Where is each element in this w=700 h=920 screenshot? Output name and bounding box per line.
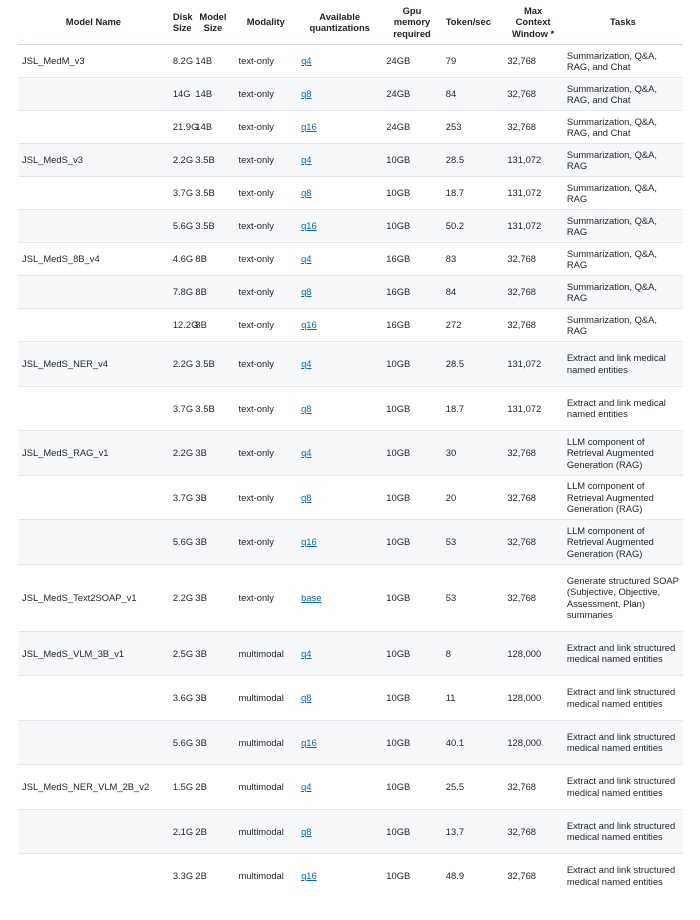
cell-tasks: LLM component of Retrieval Augmented Generation (RAG) — [563, 520, 683, 565]
cell-model-name — [18, 475, 169, 520]
cell-quantization — [297, 431, 382, 476]
cell-model-size: 14B — [191, 111, 234, 144]
cell-tokens-sec: 253 — [442, 111, 504, 144]
cell-disk-size: 1.5G — [169, 765, 192, 810]
cell-modality: text-only — [235, 520, 298, 565]
cell-model-name — [18, 111, 169, 144]
cell-gpu-memory: 10GB — [382, 342, 442, 387]
cell-model-size: 8B — [191, 276, 234, 309]
table-row — [18, 78, 683, 111]
header-context-window: Max Context Window * — [503, 0, 563, 45]
cell-model-name: JSL_MedS_8B_v4 — [18, 243, 169, 276]
table-row — [18, 243, 683, 276]
cell-gpu-memory: 10GB — [382, 210, 442, 243]
cell-disk-size: 2.2G — [169, 144, 192, 177]
header-tasks: Tasks — [563, 0, 683, 45]
cell-disk-size: 3.3G — [169, 854, 192, 898]
cell-gpu-memory: 24GB — [382, 78, 442, 111]
cell-modality: text-only — [235, 431, 298, 476]
cell-tokens-sec: 28.5 — [442, 144, 504, 177]
cell-modality: text-only — [235, 309, 298, 342]
quantization-link[interactable]: q16 — [301, 536, 317, 547]
cell-modality: text-only — [235, 276, 298, 309]
cell-context-window: 131,072 — [503, 386, 563, 431]
cell-gpu-memory: 10GB — [382, 765, 442, 810]
quantization-link[interactable]: q4 — [301, 447, 312, 458]
cell-tasks: LLM component of Retrieval Augmented Generation (RAG) — [563, 431, 683, 476]
cell-quantization — [297, 342, 382, 387]
cell-quantization — [297, 676, 382, 721]
cell-tokens-sec: 50.2 — [442, 210, 504, 243]
cell-gpu-memory: 24GB — [382, 111, 442, 144]
cell-context-window: 32,768 — [503, 809, 563, 854]
cell-context-window: 128,000 — [503, 676, 563, 721]
cell-disk-size: 2.2G — [169, 431, 192, 476]
table-header — [18, 0, 683, 45]
table-row — [18, 475, 683, 520]
cell-quantization — [297, 276, 382, 309]
cell-modality: multimodal — [235, 765, 298, 810]
cell-context-window: 32,768 — [503, 854, 563, 898]
cell-quantization — [297, 854, 382, 898]
cell-quantization — [297, 177, 382, 210]
cell-model-name — [18, 210, 169, 243]
cell-model-size: 14B — [191, 78, 234, 111]
quantization-link[interactable]: q4 — [301, 154, 312, 166]
cell-tokens-sec: 272 — [442, 309, 504, 342]
header-tokens-sec: Token/sec — [442, 0, 504, 45]
cell-model-name: JSL_MedS_NER_v4 — [18, 342, 169, 387]
header-disk-size: Disk Size — [169, 0, 192, 45]
cell-gpu-memory: 10GB — [382, 177, 442, 210]
cell-tasks: Summarization, Q&A, RAG, and Chat — [563, 78, 683, 111]
cell-context-window: 32,768 — [503, 765, 563, 810]
cell-tasks: Summarization, Q&A, RAG, and Chat — [563, 45, 683, 78]
cell-model-name: JSL_MedS_NER_VLM_2B_v2 — [18, 765, 169, 810]
cell-model-size: 14B — [191, 45, 234, 78]
cell-modality: text-only — [235, 210, 298, 243]
cell-model-size: 3B — [191, 676, 234, 721]
cell-model-size: 3.5B — [191, 210, 234, 243]
cell-model-name — [18, 276, 169, 309]
cell-tokens-sec: 40.1 — [442, 720, 504, 765]
quantization-link[interactable]: q8 — [301, 88, 312, 100]
cell-disk-size: 7.8G — [169, 276, 192, 309]
cell-context-window: 128,000 — [503, 631, 563, 676]
header-model-size: Model Size — [191, 0, 234, 45]
cell-model-size: 3.5B — [191, 342, 234, 387]
cell-model-size: 2B — [191, 765, 234, 810]
quantization-link[interactable]: q16 — [301, 220, 317, 232]
cell-model-size: 3.5B — [191, 144, 234, 177]
table-row — [18, 276, 683, 309]
cell-tokens-sec: 53 — [442, 520, 504, 565]
cell-modality: multimodal — [235, 809, 298, 854]
cell-tasks: LLM component of Retrieval Augmented Generation (RAG) — [563, 475, 683, 520]
cell-disk-size: 3.6G — [169, 676, 192, 721]
table-row — [18, 676, 683, 721]
cell-quantization — [297, 631, 382, 676]
cell-gpu-memory: 24GB — [382, 45, 442, 78]
table-body — [18, 45, 683, 898]
cell-gpu-memory: 10GB — [382, 144, 442, 177]
cell-tokens-sec: 53 — [442, 564, 504, 631]
quantization-link[interactable]: q4 — [301, 253, 312, 265]
cell-disk-size: 2.2G — [169, 342, 192, 387]
cell-tasks: Summarization, Q&A, RAG — [563, 177, 683, 210]
cell-tokens-sec: 84 — [442, 276, 504, 309]
cell-gpu-memory: 10GB — [382, 475, 442, 520]
cell-model-name — [18, 78, 169, 111]
quantization-link[interactable]: q8 — [301, 825, 312, 837]
cell-model-name — [18, 720, 169, 765]
cell-quantization — [297, 243, 382, 276]
cell-modality: text-only — [235, 45, 298, 78]
table-row — [18, 111, 683, 144]
cell-context-window: 131,072 — [503, 210, 563, 243]
table-row — [18, 177, 683, 210]
cell-modality: text-only — [235, 475, 298, 520]
table-row — [18, 520, 683, 565]
cell-disk-size: 2.1G — [169, 809, 192, 854]
cell-context-window: 32,768 — [503, 78, 563, 111]
cell-disk-size: 21.9G — [169, 111, 192, 144]
cell-quantization — [297, 386, 382, 431]
cell-gpu-memory: 10GB — [382, 386, 442, 431]
cell-model-size: 3.5B — [191, 386, 234, 431]
cell-modality: multimodal — [235, 854, 298, 898]
cell-modality: multimodal — [235, 720, 298, 765]
cell-context-window: 32,768 — [503, 243, 563, 276]
cell-model-size: 3B — [191, 631, 234, 676]
cell-tokens-sec: 84 — [442, 78, 504, 111]
cell-model-name: JSL_MedS_RAG_v1 — [18, 431, 169, 476]
table-row — [18, 45, 683, 78]
cell-gpu-memory: 10GB — [382, 520, 442, 565]
cell-gpu-memory: 10GB — [382, 809, 442, 854]
cell-model-size: 3B — [191, 720, 234, 765]
cell-context-window: 32,768 — [503, 309, 563, 342]
table-row — [18, 720, 683, 765]
quantization-link[interactable]: q8 — [301, 402, 312, 414]
cell-gpu-memory: 16GB — [382, 276, 442, 309]
cell-disk-size: 12.2G — [169, 309, 192, 342]
cell-tasks: Generate structured SOAP (Subjective, Objective, Assessment, Plan) summaries — [563, 564, 683, 631]
cell-disk-size: 4.6G — [169, 243, 192, 276]
cell-tokens-sec: 25.5 — [442, 765, 504, 810]
cell-model-size: 3.5B — [191, 177, 234, 210]
cell-tasks: Extract and link structured medical named entities — [563, 854, 683, 898]
cell-tokens-sec: 83 — [442, 243, 504, 276]
cell-tokens-sec: 8 — [442, 631, 504, 676]
cell-model-size: 8B — [191, 243, 234, 276]
cell-context-window: 32,768 — [503, 475, 563, 520]
quantization-link[interactable]: q4 — [301, 358, 312, 369]
cell-tokens-sec: 13.7 — [442, 809, 504, 854]
cell-context-window: 131,072 — [503, 342, 563, 387]
cell-tasks: Extract and link structured medical named entities — [563, 720, 683, 765]
table-row — [18, 309, 683, 342]
cell-modality: text-only — [235, 386, 298, 431]
cell-quantization — [297, 210, 382, 243]
table-row — [18, 631, 683, 676]
cell-disk-size: 5.6G — [169, 520, 192, 565]
cell-quantization — [297, 720, 382, 765]
table-row — [18, 386, 683, 431]
cell-tasks: Extract and link medical named entities — [563, 386, 683, 431]
cell-gpu-memory: 10GB — [382, 854, 442, 898]
cell-context-window: 32,768 — [503, 45, 563, 78]
cell-model-name: JSL_MedS_v3 — [18, 144, 169, 177]
cell-model-name — [18, 676, 169, 721]
cell-gpu-memory: 10GB — [382, 676, 442, 721]
cell-quantization — [297, 809, 382, 854]
table-row — [18, 809, 683, 854]
quantization-link[interactable]: q16 — [301, 736, 317, 748]
cell-gpu-memory: 16GB — [382, 309, 442, 342]
quantization-link[interactable]: q8 — [301, 187, 312, 199]
cell-quantization — [297, 564, 382, 631]
cell-tokens-sec: 20 — [442, 475, 504, 520]
cell-modality: text-only — [235, 144, 298, 177]
cell-disk-size: 5.6G — [169, 210, 192, 243]
cell-gpu-memory: 16GB — [382, 243, 442, 276]
cell-tasks: Extract and link structured medical named entities — [563, 765, 683, 810]
table-row — [18, 144, 683, 177]
cell-context-window: 131,072 — [503, 177, 563, 210]
cell-model-name: JSL_MedM_v3 — [18, 45, 169, 78]
cell-modality: text-only — [235, 78, 298, 111]
cell-model-size: 2B — [191, 854, 234, 898]
cell-context-window: 131,072 — [503, 144, 563, 177]
cell-tasks: Summarization, Q&A, RAG, and Chat — [563, 111, 683, 144]
cell-modality: text-only — [235, 177, 298, 210]
cell-quantization — [297, 475, 382, 520]
quantization-link[interactable]: q8 — [301, 286, 312, 298]
cell-model-name — [18, 177, 169, 210]
cell-tasks: Extract and link structured medical named entities — [563, 631, 683, 676]
cell-tasks: Summarization, Q&A, RAG — [563, 276, 683, 309]
cell-model-size: 3B — [191, 475, 234, 520]
cell-tasks: Summarization, Q&A, RAG — [563, 144, 683, 177]
cell-gpu-memory: 10GB — [382, 564, 442, 631]
cell-model-name — [18, 809, 169, 854]
quantization-link[interactable]: q8 — [301, 692, 312, 703]
cell-model-name: JSL_MedS_Text2SOAP_v1 — [18, 564, 169, 631]
cell-disk-size: 8.2G — [169, 45, 192, 78]
cell-tasks: Extract and link structured medical named entities — [563, 809, 683, 854]
cell-quantization — [297, 111, 382, 144]
cell-tokens-sec: 18.7 — [442, 386, 504, 431]
cell-disk-size: 5.6G — [169, 720, 192, 765]
cell-tasks: Extract and link medical named entities — [563, 342, 683, 387]
table-row — [18, 342, 683, 387]
cell-disk-size: 14G — [169, 78, 192, 111]
cell-quantization — [297, 78, 382, 111]
header-model-name: Model Name — [18, 0, 169, 45]
cell-quantization — [297, 144, 382, 177]
cell-model-name — [18, 520, 169, 565]
cell-modality: text-only — [235, 243, 298, 276]
cell-context-window: 128,000 — [503, 720, 563, 765]
cell-tasks: Summarization, Q&A, RAG — [563, 243, 683, 276]
header-modality: Modality — [235, 0, 298, 45]
cell-context-window: 32,768 — [503, 431, 563, 476]
cell-tasks: Summarization, Q&A, RAG — [563, 210, 683, 243]
cell-context-window: 32,768 — [503, 111, 563, 144]
table-row — [18, 854, 683, 898]
cell-gpu-memory: 10GB — [382, 631, 442, 676]
quantization-link[interactable]: q4 — [301, 781, 312, 792]
cell-modality: text-only — [235, 342, 298, 387]
cell-model-size: 2B — [191, 809, 234, 854]
cell-tokens-sec: 11 — [442, 676, 504, 721]
cell-model-size: 3B — [191, 520, 234, 565]
quantization-link[interactable]: q8 — [301, 491, 312, 503]
header-gpu-memory: Gpu memory required — [382, 0, 442, 45]
cell-model-name — [18, 309, 169, 342]
cell-disk-size: 3.7G — [169, 177, 192, 210]
table-row — [18, 765, 683, 810]
header-quantizations: Available quantizations — [297, 0, 382, 45]
cell-modality: text-only — [235, 111, 298, 144]
cell-context-window: 32,768 — [503, 276, 563, 309]
cell-modality: multimodal — [235, 631, 298, 676]
table-row — [18, 564, 683, 631]
quantization-link[interactable]: q16 — [301, 319, 317, 331]
cell-tokens-sec: 79 — [442, 45, 504, 78]
cell-disk-size: 3.7G — [169, 386, 192, 431]
cell-model-size: 3B — [191, 431, 234, 476]
cell-tokens-sec: 48.9 — [442, 854, 504, 898]
cell-quantization — [297, 45, 382, 78]
cell-quantization — [297, 309, 382, 342]
cell-disk-size: 2.2G — [169, 564, 192, 631]
cell-model-size: 8B — [191, 309, 234, 342]
cell-modality: multimodal — [235, 676, 298, 721]
cell-quantization — [297, 520, 382, 565]
cell-tasks: Extract and link structured medical named entities — [563, 676, 683, 721]
table-row — [18, 431, 683, 476]
cell-modality: text-only — [235, 564, 298, 631]
models-table — [18, 0, 683, 898]
quantization-link[interactable]: q16 — [301, 121, 317, 133]
quantization-link[interactable]: q16 — [301, 870, 317, 881]
cell-disk-size: 2.5G — [169, 631, 192, 676]
cell-model-size: 3B — [191, 564, 234, 631]
cell-gpu-memory: 10GB — [382, 720, 442, 765]
cell-tasks: Summarization, Q&A, RAG — [563, 309, 683, 342]
cell-tokens-sec: 30 — [442, 431, 504, 476]
table-row — [18, 210, 683, 243]
cell-tokens-sec: 28.5 — [442, 342, 504, 387]
cell-model-name — [18, 386, 169, 431]
quantization-link[interactable]: q4 — [301, 647, 312, 659]
cell-quantization — [297, 765, 382, 810]
cell-context-window: 32,768 — [503, 564, 563, 631]
cell-model-name — [18, 854, 169, 898]
cell-gpu-memory: 10GB — [382, 431, 442, 476]
cell-tokens-sec: 18.7 — [442, 177, 504, 210]
quantization-link[interactable]: base — [301, 591, 322, 603]
cell-model-name: JSL_MedS_VLM_3B_v1 — [18, 631, 169, 676]
cell-context-window: 32,768 — [503, 520, 563, 565]
cell-disk-size: 3.7G — [169, 475, 192, 520]
quantization-link[interactable]: q4 — [301, 55, 312, 67]
